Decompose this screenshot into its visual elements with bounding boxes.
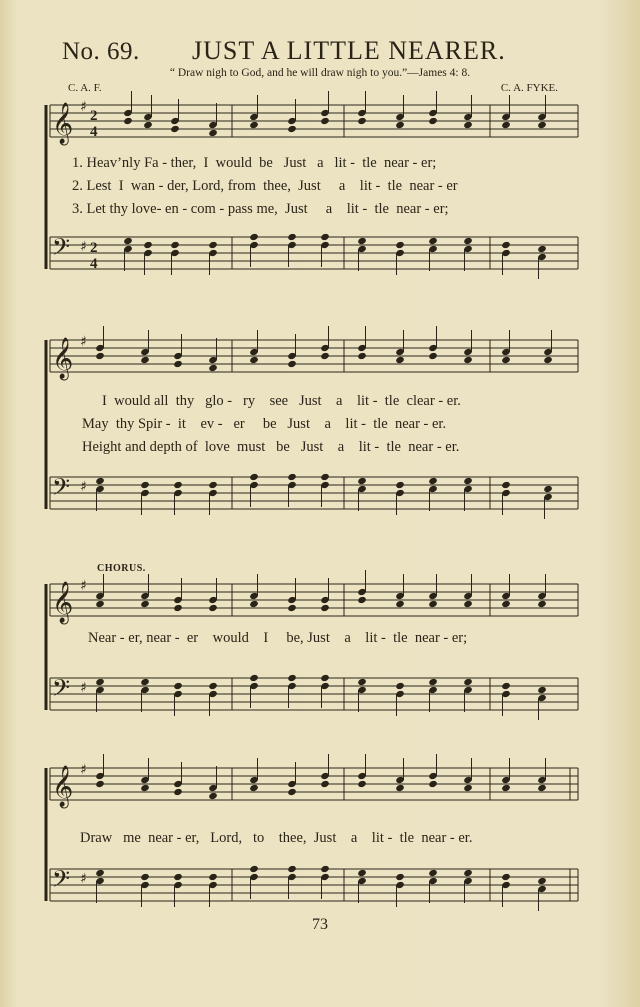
note-head [123,117,133,125]
note-head [537,600,547,608]
note-head [287,473,297,481]
note-head [463,477,473,485]
note-head [140,356,150,364]
note-head [395,121,405,129]
note-head [395,682,405,690]
note-head [537,784,547,792]
verse-3-line: 3. Let thy love- en - com - pass me, Just a lit - tle near - er; [72,201,449,217]
sharp-icon: ♯ [80,762,87,778]
note-head [501,873,511,881]
note-head [320,117,330,125]
music-attribution: C. A. FYKE. [500,82,558,94]
time-signature-bottom: 4 [90,124,98,140]
note-head [208,604,218,612]
note-head [208,792,218,800]
hymn-number: No. 69. [62,38,140,65]
note-head [249,674,259,682]
note-head [395,481,405,489]
note-head [95,600,105,608]
note-head [123,237,133,245]
note-head [249,121,259,129]
chorus-line-1: Near - er, near - er would I be, Just a lit - tle near - er; [88,630,468,646]
note-head [463,869,473,877]
note-head [537,686,547,694]
note-head [357,352,367,360]
note-head [463,237,473,245]
note-head [357,477,367,485]
scripture-epigraph: “ Draw nigh to God, and he will draw nigh to you.”—James 4: 8. [169,67,471,79]
chorus-line-2: Draw me near - er, Lord, to thee, Just a lit - tle near - er. [80,830,473,846]
note-head [208,481,218,489]
note-head [463,356,473,364]
note-head [249,784,259,792]
note-head [463,678,473,686]
chorus-label: CHORUS. [97,563,146,574]
note-head [428,780,438,788]
note-head [428,869,438,877]
note-head [208,682,218,690]
note-head [320,473,330,481]
treble-clef-icon: 𝄞 [52,766,74,807]
verse-2-line: May thy Spir - it ev - er be Just a lit - tle near - er. [82,416,447,432]
note-head [501,682,511,690]
note-head [428,678,438,686]
note-head [173,788,183,796]
bass-clef-icon: 𝄢 [52,473,71,506]
note-head [428,352,438,360]
hymn-title: JUST A LITTLE NEARER. [192,36,506,65]
note-head [287,233,297,241]
note-head [95,477,105,485]
note-head [395,356,405,364]
sharp-icon: ♯ [80,239,87,255]
note-head [428,237,438,245]
note-head [537,121,547,129]
note-head [357,780,367,788]
note-head [357,237,367,245]
note-head [357,596,367,604]
note-head [249,473,259,481]
page-number: 73 [312,916,328,933]
note-head [395,600,405,608]
note-head [395,784,405,792]
note-head [140,481,150,489]
note-head [395,241,405,249]
verse-1-line: 1. Heav’nly Fa - ther, I would be Just a lit - tle near - er; [72,155,437,171]
note-head [170,125,180,133]
sharp-icon: ♯ [80,479,87,495]
note-head [501,241,511,249]
note-head [173,682,183,690]
note-head [320,233,330,241]
sharp-icon: ♯ [80,871,87,887]
note-head [208,241,218,249]
bass-clef-icon: 𝄢 [52,865,71,898]
note-head [143,241,153,249]
time-signature-top: 2 [90,240,98,256]
note-head [357,678,367,686]
note-head [170,241,180,249]
sharp-icon: ♯ [80,578,87,594]
note-head [428,600,438,608]
verse-2-line: 2. Lest I wan - der, Lord, from thee, Just a lit - tle near - er [72,178,458,194]
note-head [463,600,473,608]
time-signature-bottom: 4 [90,256,98,272]
note-head [287,674,297,682]
note-head [501,356,511,364]
note-head [463,121,473,129]
note-head [320,674,330,682]
note-head [95,352,105,360]
note-head [95,780,105,788]
note-head [357,869,367,877]
note-head [140,678,150,686]
note-head [287,865,297,873]
note-head [320,604,330,612]
note-head [173,604,183,612]
sharp-icon: ♯ [80,680,87,696]
note-head [537,877,547,885]
note-head [95,869,105,877]
note-head [208,873,218,881]
verse-3-line: Height and depth of love must be Just a lit - tle near - er. [82,439,460,455]
note-head [173,360,183,368]
note-head [287,788,297,796]
note-head [208,129,218,137]
note-head [249,865,259,873]
note-head [140,600,150,608]
note-head [428,477,438,485]
verse-1-line: I would all thy glo - ry see Just a lit - tle clear - er. [102,393,461,409]
note-head [501,600,511,608]
treble-clef-icon: 𝄞 [52,582,74,623]
sharp-icon: ♯ [80,334,87,350]
words-attribution: C. A. F. [68,82,102,94]
time-signature-top: 2 [90,108,98,124]
note-head [537,245,547,253]
note-head [501,121,511,129]
note-head [143,121,153,129]
note-head [428,117,438,125]
note-head [173,873,183,881]
bass-clef-icon: 𝄢 [52,233,71,266]
note-head [543,356,553,364]
note-head [287,360,297,368]
treble-clef-icon: 𝄞 [52,338,74,379]
note-head [173,481,183,489]
note-head [287,125,297,133]
note-head [501,784,511,792]
bass-clef-icon: 𝄢 [52,674,71,707]
note-head [287,604,297,612]
note-head [249,233,259,241]
note-head [249,600,259,608]
note-head [357,117,367,125]
note-head [140,873,150,881]
note-head [249,356,259,364]
note-head [208,364,218,372]
note-head [320,352,330,360]
note-head [320,865,330,873]
treble-clef-icon: 𝄞 [52,103,74,144]
note-head [463,784,473,792]
note-head [501,481,511,489]
note-head [95,678,105,686]
note-head [140,784,150,792]
sharp-icon: ♯ [80,99,87,115]
note-head [543,485,553,493]
note-head [395,873,405,881]
note-head [320,780,330,788]
